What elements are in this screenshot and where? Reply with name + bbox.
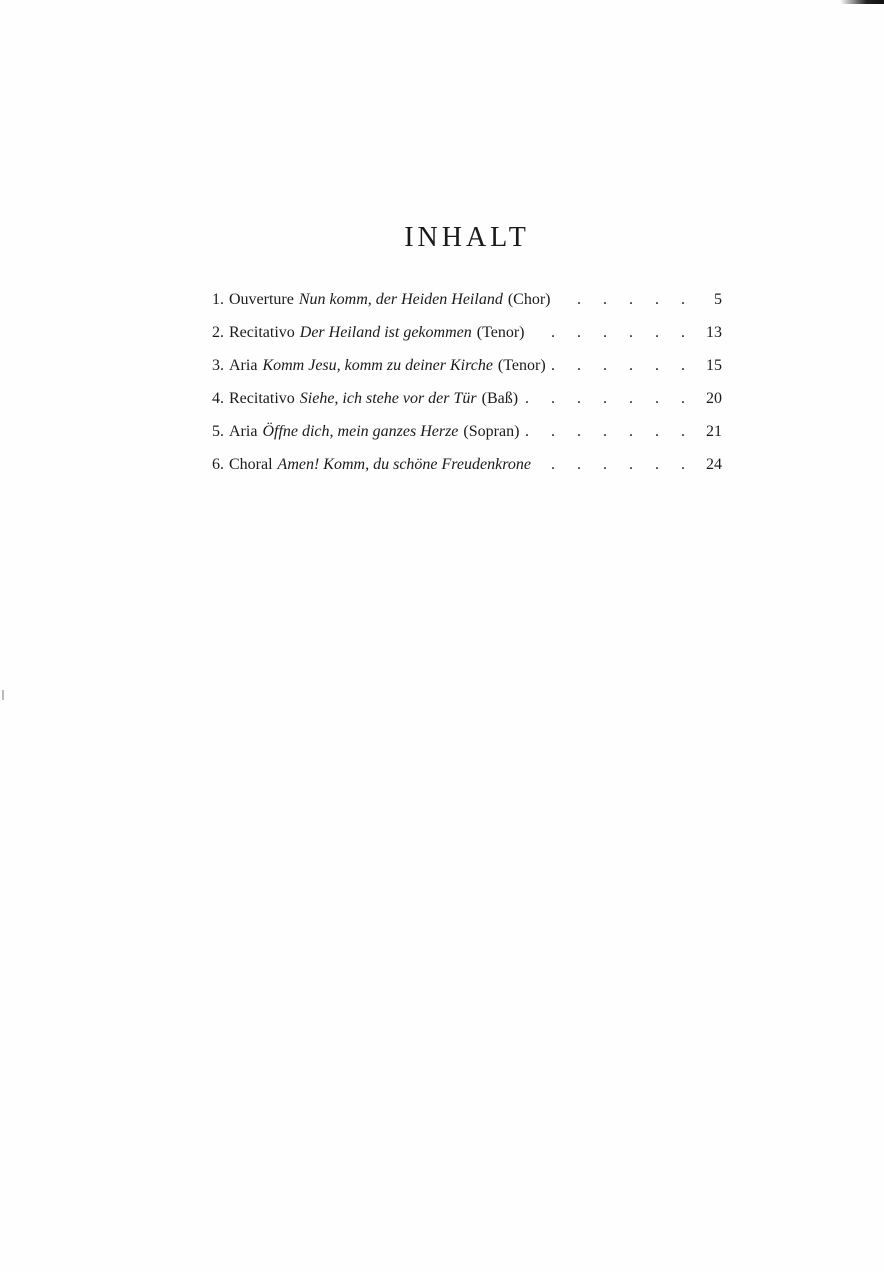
toc-entry-text: Amen! Komm, du schöne Freudenkrone bbox=[277, 456, 531, 473]
scan-corner-mark bbox=[840, 0, 884, 4]
toc-entry-page: 5 bbox=[714, 291, 722, 308]
toc-entry-number: 4. bbox=[212, 390, 224, 407]
toc-entry-4 bbox=[212, 390, 722, 423]
toc-entry-voice: (Chor) bbox=[507, 291, 551, 308]
toc-entry-number: 1. bbox=[212, 291, 224, 308]
toc-entry-page: 21 bbox=[706, 423, 722, 440]
toc-leader-dots bbox=[556, 291, 694, 309]
toc-entry-number: 5. bbox=[212, 423, 224, 440]
toc-leader-dots bbox=[524, 390, 694, 408]
toc-entry-number: 3. bbox=[212, 357, 224, 374]
toc-entry-type: Aria bbox=[229, 357, 258, 374]
toc-entry-voice: (Tenor) bbox=[476, 324, 525, 341]
toc-entry-voice: (Sopran) bbox=[463, 423, 520, 440]
toc-entry-text: Der Heiland ist gekommen bbox=[299, 324, 472, 341]
toc-entry-text: Siehe, ich stehe vor der Tür bbox=[299, 390, 477, 407]
scan-edge-speck bbox=[2, 690, 4, 700]
toc-entry-type: Recitativo bbox=[229, 324, 295, 341]
table-of-contents bbox=[212, 291, 722, 489]
toc-entry-type: Choral bbox=[229, 456, 273, 473]
toc-entry-number: 2. bbox=[212, 324, 224, 341]
toc-leader-dots bbox=[552, 357, 694, 375]
toc-entry-2 bbox=[212, 324, 722, 357]
toc-entry-type: Ouverture bbox=[229, 291, 294, 308]
toc-leader-dots bbox=[530, 324, 694, 342]
toc-entry-text: Komm Jesu, komm zu deiner Kirche bbox=[262, 357, 493, 374]
toc-entry-page: 15 bbox=[706, 357, 722, 374]
toc-entry-text: Nun komm, der Heiden Heiland bbox=[298, 291, 503, 308]
toc-entry-text: Öffne dich, mein ganzes Herze bbox=[262, 423, 459, 440]
toc-entry-page: 13 bbox=[706, 324, 722, 341]
toc-entry-1 bbox=[212, 291, 722, 324]
toc-entry-5 bbox=[212, 423, 722, 456]
toc-leader-dots bbox=[542, 456, 694, 474]
toc-entry-number: 6. bbox=[212, 456, 224, 473]
toc-leader-dots bbox=[525, 423, 694, 441]
toc-entry-type: Recitativo bbox=[229, 390, 295, 407]
toc-entry-voice: (Baß) bbox=[481, 390, 519, 407]
toc-entry-page: 20 bbox=[706, 390, 722, 407]
page-title: INHALT bbox=[404, 222, 530, 253]
toc-entry-type: Aria bbox=[229, 423, 258, 440]
toc-entry-3 bbox=[212, 357, 722, 390]
toc-entry-voice: (Tenor) bbox=[497, 357, 546, 374]
toc-entry-page: 24 bbox=[706, 456, 722, 473]
toc-entry-6 bbox=[212, 456, 722, 489]
